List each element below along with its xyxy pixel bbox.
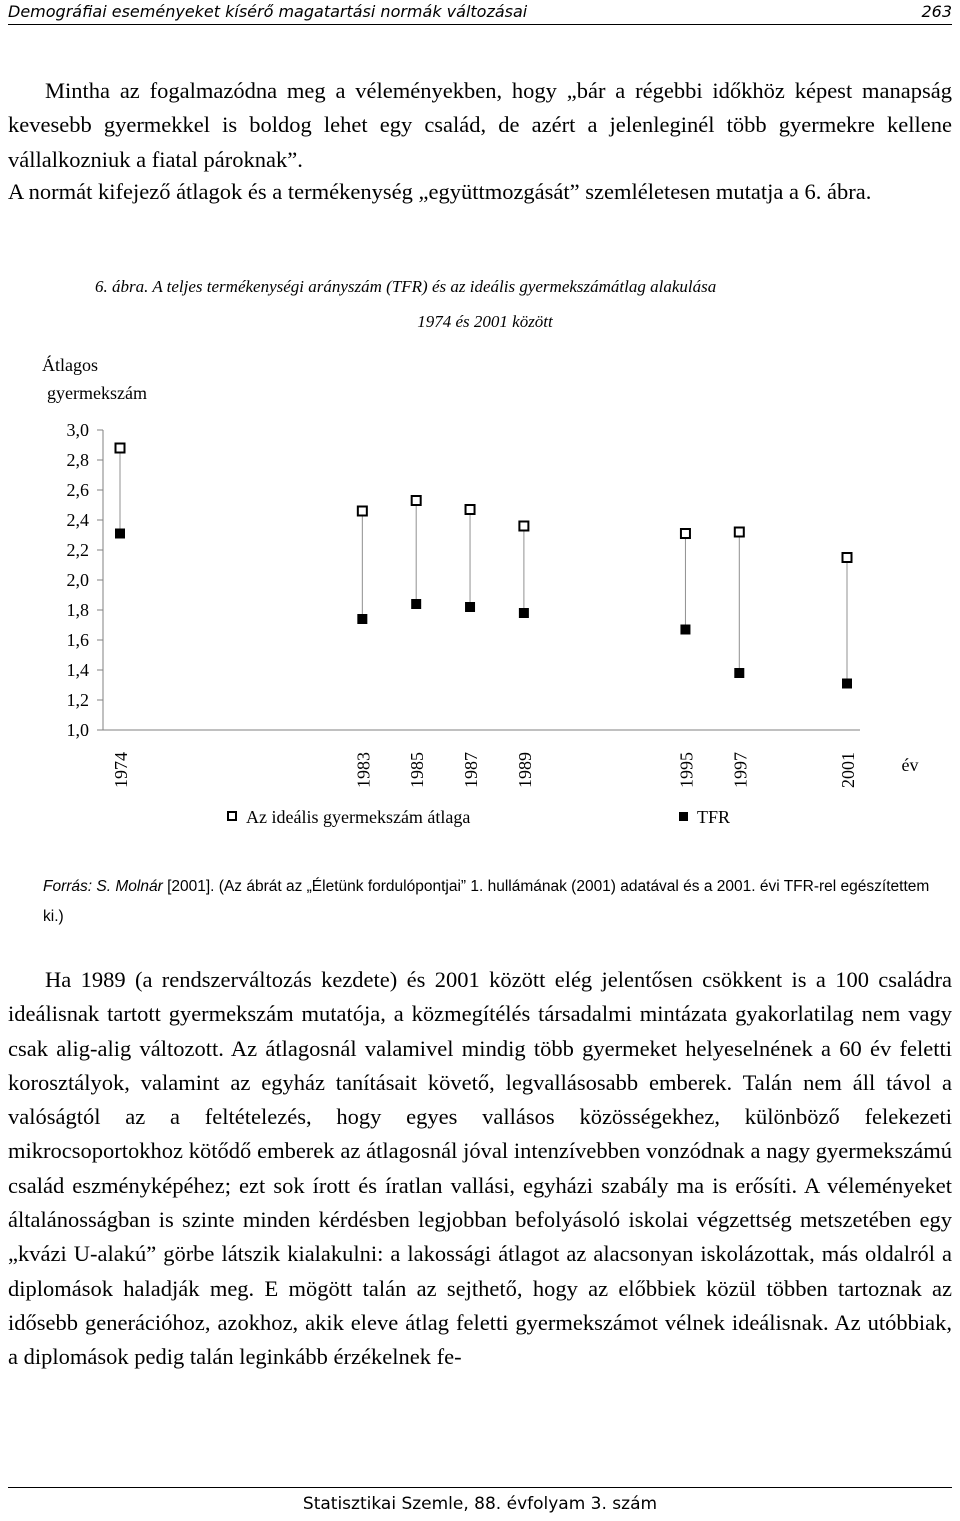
legend-tfr-marker: [679, 812, 688, 821]
y-tick-label: 2,8: [66, 450, 89, 470]
y-tick-label: 2,0: [66, 570, 89, 590]
y-tick-label: 1,4: [66, 660, 89, 680]
journal-footer: Statisztikai Szemle, 88. évfolyam 3. szám: [8, 1487, 952, 1514]
source-author: S. Molnár: [96, 878, 163, 895]
ideal-children-point: [358, 507, 367, 516]
ideal-children-point: [519, 522, 528, 531]
y-tick-label: 1,6: [66, 630, 89, 650]
y-axis-label-line-1: Átlagos: [42, 355, 98, 375]
ideal-children-point: [412, 496, 421, 505]
running-header-title: Demográfiai eseményeket kísérő magatartási normák változásai: [8, 2, 528, 21]
source-label: Forrás: [43, 878, 88, 895]
y-tick-label: 1,2: [66, 690, 89, 710]
x-tick-label: 1983: [353, 752, 374, 788]
tfr-point: [465, 602, 475, 612]
y-tick-label: 3,0: [66, 420, 89, 440]
x-tick-label: 1989: [514, 752, 535, 788]
x-tick-label: 1995: [676, 752, 697, 788]
figure-title: A teljes termékenységi arányszám (TFR) és az ideális gyermekszámátlag alakulása: [152, 277, 717, 296]
legend-ideal-marker: [228, 812, 236, 820]
figure-source: Forrás: S. Molnár [2001]. (Az ábrát az „Életünk fordulópontjai” 1. hullámának (2001) adatával és a 2001. évi TFR-rel egészítettem ki.): [43, 878, 930, 925]
x-tick-label: 1985: [407, 752, 428, 788]
y-tick-label: 1,8: [66, 600, 89, 620]
running-header: [8, 0, 952, 25]
tfr-point: [411, 599, 421, 609]
tfr-point: [842, 679, 852, 689]
figure-caption: [95, 277, 875, 297]
y-axis-label-line-2: gyermekszám: [47, 383, 147, 403]
x-tick-label: 2001: [838, 752, 858, 788]
legend-tfr-label: TFR: [697, 807, 731, 827]
source-text: [2001]. (Az ábrát az „Életünk fordulópontjai” 1. hullámának (2001) adatával és a 2001. évi TFR-rel egészítettem ki.): [43, 878, 930, 925]
page-number: 263: [921, 2, 952, 21]
tfr-point: [115, 529, 125, 539]
x-tick-label: 1987: [461, 752, 482, 788]
ideal-children-point: [466, 505, 475, 514]
y-tick-label: 2,2: [66, 540, 89, 560]
tfr-point: [680, 625, 690, 635]
figure-subtitle: 1974 és 2001 között: [417, 312, 553, 331]
legend-ideal-label: Az ideális gyermekszám átlaga: [246, 807, 471, 827]
paragraph-main: Ha 1989 (a rendszerváltozás kezdete) és 2001 között elég jelentősen csökkent is a 100 családra ideálisnak tartott gyermekszám mutatója, a közmegítélés társadalmi mintázata gyakorlatilag nem vagy csak alig-alig változott. Az átlagosnál valamivel mindig több gyermeket helyeselnének a 60 év feletti korosztályok, valamint az egyház tanításait követő, legvallásosabb emberek. Talán nem áll távol a valóságtól az a feltételezés, hogy egyes vallásos közösségekhez, különböző felekezeti mikrocsoportokhoz kötődő emberek az átlagosnál jóval intenzívebben vonzódnak a nagy gyermekszámú család eszményképéhez; ezt sok írott és íratlan vallási, egyházi szabály ma is erősíti. A véleményeket általánosságban is szinte minden kérdésben legjobban befolyásoló iskolai végzettség metszetében egy „kvázi U-alakú” görbe látszik kialakulni: a lakossági átlagot az alacsonyan iskolázottak, más oldalról a diplomások haladják meg. E mögött talán az sejthető, hogy az előbbiek közül többen tartoznak az idősebb generációhoz, azokhoz, akik eleve átlag feletti gyermekszámot vélnek ideálisnak. Az utóbbiak, a diplomások pedig talán leginkább érzékelnek fe-: [8, 967, 952, 1370]
ideal-children-point: [116, 444, 125, 453]
tfr-point: [519, 608, 529, 618]
tfr-point: [357, 614, 367, 624]
ideal-children-point: [681, 529, 690, 538]
y-tick-label: 2,4: [66, 510, 89, 530]
paragraph-figure-reference: A normát kifejező átlagok és a termékenység „együttmozgását” szemléletesen mutatja a 6. ábra.: [8, 179, 872, 204]
tfr-point: [734, 668, 744, 678]
y-tick-label: 2,6: [66, 480, 89, 500]
x-tick-label: 1997: [730, 752, 751, 788]
x-tick-label: 1974: [111, 752, 131, 788]
figure-label: 6. ábra.: [95, 277, 149, 296]
y-tick-label: 1,0: [66, 720, 89, 740]
ideal-children-point: [735, 528, 744, 537]
x-axis-label: év: [901, 755, 919, 775]
paragraph-intro: Mintha az fogalmazódna meg a véleményekben, hogy „bár a régebbi időkhöz képest manapság kevesebb gyermekkel is boldog lehet egy család, de azért a jelenleginél több gyermekre kellene vállalkozniuk a fiatal pároknak”.: [8, 78, 952, 172]
ideal-children-point: [843, 553, 852, 562]
tfr-ideal-children-chart: [0, 340, 960, 840]
